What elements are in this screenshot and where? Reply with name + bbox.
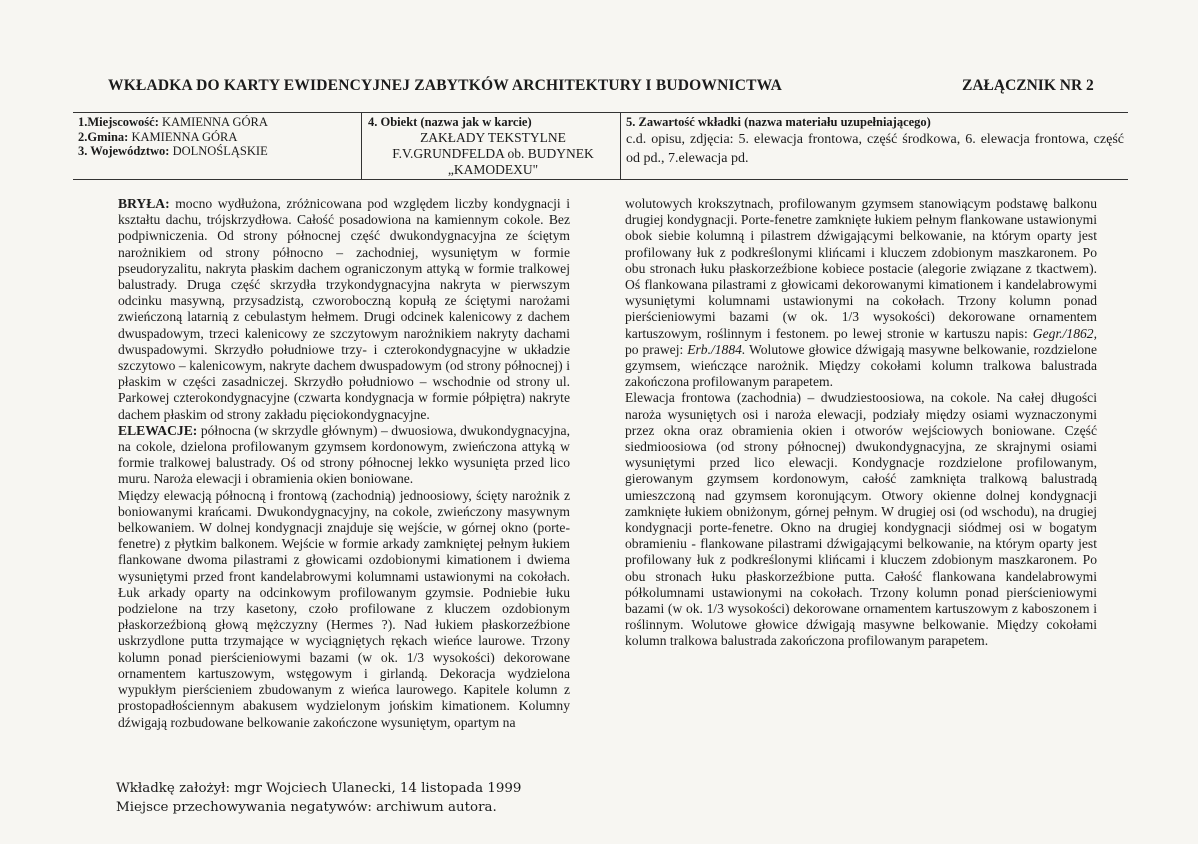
description-left-column: [118, 196, 570, 731]
continuation-text-end: Wolutowe głowice dźwigają masywne belkowanie, rozdzielone gzymsem, wieńczące narożnik. Między cokołami kolumn tralkowa balustrada zakończona profilowanym parapetem.: [625, 341, 1097, 390]
description-right-column: [625, 196, 1097, 650]
corner-continuation-paragraph: [625, 196, 1097, 390]
bryla-heading: BRYŁA:: [118, 196, 170, 211]
place-label: 1.Miejscowość:: [78, 115, 159, 129]
continuation-text-start: wolutowych krokszytnach, profilowanym gzymsem stanowiącym podstawę balkonu drugiej kondygnacji. Porte-fenetre zamknięte łukiem pełnym flankowane ustawionymi obok siebie kolumną i pilastrem dźwigającymi belkowanie, na którym oparty jest profilowany łuk z podkreślonymi klińcami i kluczem zdobionym maszkaronem. Po obu stronach łuku płaskorzeźbione kobiece postacie (alegorie związane z tkactwem). Oś flankowana pilastrami z głowicami dekorowanymi kimationem i kandelabrowymi wysuniętymi kolumnami ustawionymi na cokołach. Trzony kolumn ponad pierścieniowymi bazami (w ok. 1/3 wysokości) dekorowane ornamentem kartuszowym, roślinnym i festonem. po lewej stronie w kartuszu napis:: [625, 196, 1097, 341]
inscription-right: Erb./1884.: [687, 341, 746, 357]
voivodeship-value: DOLNOŚLĄSKIE: [172, 144, 268, 158]
continuation-text-mid: po prawej:: [625, 341, 684, 357]
inscription-left: Gegr./1862,: [1032, 325, 1097, 341]
commune-value: KAMIENNA GÓRA: [131, 129, 238, 144]
header-divider-2: [620, 112, 621, 179]
header-top-rule: [73, 112, 1128, 113]
header-divider-1: [361, 112, 362, 179]
object-label: 4. Obiekt (nazwa jak w karcie): [368, 115, 532, 129]
commune-row: [78, 130, 268, 145]
annex-number: ZAŁĄCZNIK NR 2: [962, 77, 1094, 94]
front-elevation-paragraph: Elewacja frontowa (zachodnia) – dwudziestoosiowa, na cokole. Na całej długości naroża wysuniętych osi i naroża elewacji, podziały między osiami wyznaczonymi przez okna oraz obramienia okien i otworów wejściowych boniowane. Część siedmioosiowa (od strony północnej) dwukondygnacyjna, ze skrajnymi osiami wysuniętymi przed lico elewacji. Kondygnacje rozdzielone profilowanym, gierowanym gzymsem kordonowym, całość zamknięta tralkową balustradą umieszczoną nad gzymsem koronującym. Otwory okienne dolnej kondygnacji zamknięte łukiem obniżonym, górnej pełnym. W drugiej osi (od wschodu), na drugiej kondygnacji porte-fenetre. Okno na drugiej kondygnacji siódmej osi w bogatym obramieniu - flankowane pilastrami dźwigającymi belkowanie, na którym oparty jest profilowany łuk z podkreślonymi klińcami i kluczem zdobionym maszkaronem. Po obu stronach łuku płaskorzeźbione putta. Całość flankowana kandelabrowymi półkolumnami ustawionymi na cokołach. Trzony kolumn ponad pierścieniowymi bazami (w ok. 1/3 wysokości) dekorowane ornamentem kartuszowym z kaboszonem i roślinnym. Wolutowe głowice dźwigają masywne belkowanie. Między cokołami kolumn tralkowa balustrada zakończona profilowanym parapetem.: [625, 390, 1097, 649]
object-name-line-3: „KAMODEXU": [447, 162, 539, 177]
object-name-line-1: ZAKŁADY TEKSTYLNE: [420, 130, 566, 145]
object-box: [368, 115, 618, 178]
commune-label: 2.Gmina:: [78, 129, 129, 144]
header-bottom-rule: [73, 179, 1128, 180]
contents-box: [626, 115, 1124, 168]
object-name-line-2: F.V.GRUNDFELDA ob. BUDYNEK: [392, 146, 594, 161]
corner-paragraph: Między elewacją północną i frontową (zachodnią) jednoosiowy, ścięty narożnik z boniowanymi krańcami. Dwukondygnacyjny, na cokole, zwieńczony masywnym belkowaniem. W dolnej kondygnacji znajduje się wejście, w górnej okno (porte-fenetre) z płytkim balkonem. Wejście w formie arkady zamkniętej pełnym łukiem flankowane dwoma pilastrami z głowicami ozdobionymi kimationem i dwiema wysuniętymi przed front kandelabrowymi kolumnami ustawionymi na cokołach. Łuk arkady oparty na odcinkowym profilowanym gzymsie. Podniebie łuku podzielone na trzy kasetony, czoło profilowane z kluczem ozdobionym płaskorzeźbioną głową mężczyzny (Hermes ?). Nad łukiem płaskorzeźbione uskrzydlone putta trzymające w wyciągniętych rękach wieńce laurowe. Trzony kolumn ponad pierścieniowymi bazami (w ok. 1/3 wysokości) dekorowane ornamentem kartuszowym, wstęgowym i girlandą. Dekoracja wydzielona wypukłym pierścieniem zbudowanym z wieńca laurowego. Kapitele kolumn z prostopadłościennym abakusem wydzielonym jońskim kimationem. Kolumny dźwigają rozbudowane belkowanie zakończone wysuniętym, opartym na: [118, 487, 570, 730]
contents-value: c.d. opisu, zdjęcia: 5. elewacja frontowa, część środkowa, 6. elewacja frontowa, część od pd., 7.elewacja pd.: [626, 132, 1124, 166]
elewacje-heading: ELEWACJE:: [118, 422, 198, 438]
storage-line: Miejsce przechowywania negatywów: archiwum autora.: [116, 800, 497, 815]
bryla-text: mocno wydłużona, zróżnicowana pod względem liczby kondygnacji i kształtu dachu, trójskrzydłowa. Całość posadowiona na kamiennym cokole. Bez podpiwniczenia. Od strony północnej część dwukondygnacyjna ze ściętym narożnikiem od strony północno – zachodniej, wysuniętym w formie pseudoryzalitu, nakryta płaskim dachem ograniczonym attyką w formie tralkowej balustrady. Druga część skrzydła trzykondygnacyjna nakryta w pierwszym odcinku masywną, przysadzistą, czworoboczną kopułą ze ściętymi narożami zwieńczoną latarnią z cebulastym hełmem. Drugi odcinek kalenicowy z dachem dwuspadowym, trzeci kalenicowy ze szczytowym narożnikiem nakryty dachami dwuspadowymi. Skrzydło południowe trzy- i czterokondygnacyjne w układzie szczytowo – kalenicowym, nakryte dachem dwuspadowym (od strony północnej) i płaskim w części zasadniczej. Skrzydło południowo – wschodnie od strony ul. Parkowej czterokondygnacyjne (czwarta kondygnacja w formie półpiętra) nakryte dachem płaskim od strony zakładu pięciokondygnacyjne.: [118, 196, 571, 422]
voivodeship-label: 3. Województwo:: [78, 144, 170, 158]
place-value: KAMIENNA GÓRA: [162, 115, 268, 129]
contents-label: 5. Zawartość wkładki (nazwa materiału uzupełniającego): [626, 115, 931, 129]
bryla-paragraph: [118, 196, 570, 423]
place-row: [78, 115, 268, 130]
elewacje-paragraph: [118, 423, 570, 488]
footer: [116, 779, 521, 817]
document-title: WKŁADKA DO KARTY EWIDENCYJNEJ ZABYTKÓW ARCHITEKTURY I BUDOWNICTWA: [108, 77, 783, 94]
location-box: [78, 115, 268, 159]
voivodeship-row: [78, 144, 268, 159]
author-line: Wkładkę założył: mgr Wojciech Ulanecki, 14 listopada 1999: [116, 781, 522, 796]
elewacje-text: północna (w skrzydle głównym) – dwuosiowa, dwukondygnacyjna, na cokole, dzielona profilowanym gzymsem kordonowym, zwieńczona attyką w formie tralkowej balustrady. Oś od strony północnej lekko wysunięta przed lico muru. Naroża elewacji i obramienia okien boniowane.: [118, 422, 570, 487]
